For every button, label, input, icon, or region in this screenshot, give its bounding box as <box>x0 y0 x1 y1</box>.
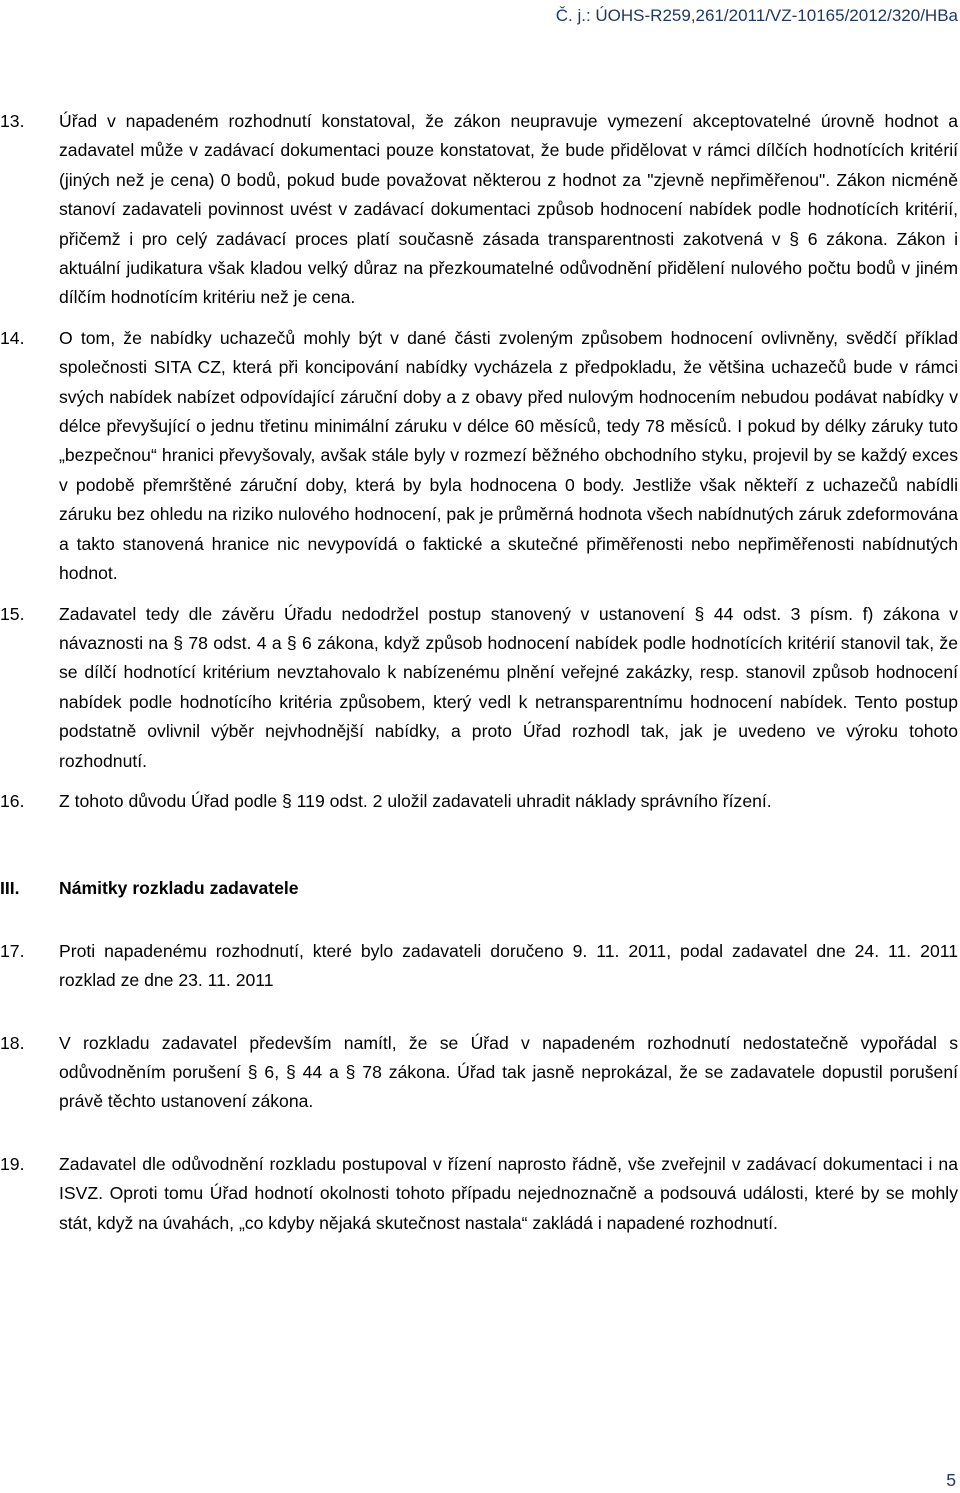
paragraph-text: O tom, že nabídky uchazečů mohly být v dané části zvoleným způsobem hodnocení ovlivněny, svědčí příklad společnosti SITA CZ, která při koncipování nabídky vycházela z předpokladu, že většina uchazečů bude v rámci svých nabídek nabízet odpovídající záruční doby a z obavy před nulovým hodnocením nebudou podávat nabídky v délce převyšující o jednu třetinu minimální záruku v délce 60 měsíců, tedy 78 měsíců. I pokud by délky záruky tuto „bezpečnou“ hranici převyšovaly, avšak stále byly v rozmezí běžného obchodního styku, projevil by se každý exces v podobě přemrštěné záruční doby, která by byla hodnocena 0 body. Jestliže však někteří z uchazečů nabídli záruku bez ohledu na riziko nulového hodnocení, pak je průměrná hodnota všech nabídnutých záruk zdeformována a takto stanovená hranice nic nevypovídá o faktické a skutečné přiměřenosti nebo nepřiměřenosti nabídnutých hodnot. <box>59 327 958 584</box>
section-heading <box>0 874 960 903</box>
paragraph-text: V rozkladu zadavatel především namítl, že se Úřad v napadeném rozhodnutí nedostatečně vypořádal s odůvodněním porušení § 6, § 44 a § 78 zákona. Úřad tak jasně neprokázal, že se zadavatele dopustil porušení právě těchto ustanovení zákona. <box>59 1032 958 1112</box>
section-title: Námitky rozkladu zadavatele <box>59 878 299 899</box>
paragraph-text: Proti napadenému rozhodnutí, které bylo zadavateli doručeno 9. 11. 2011, podal zadavatel dne 24. 11. 2011 rozklad ze dne 23. 11. 2011 <box>59 940 958 991</box>
paragraph-number: 17. <box>0 940 25 961</box>
paragraph-number: 18. <box>0 1032 25 1053</box>
paragraph-number: 16. <box>0 790 25 811</box>
paragraph-text: Úřad v napadeném rozhodnutí konstatoval, že zákon neupravuje vymezení akceptovatelné úrovně hodnot a zadavatel může v zadávací dokumentaci pouze konstatovat, že bude přidělovat v rámci dílčích hodnotících kritérií (jiných než je cena) 0 bodů, pokud bude považovat některou z hodnot za "zjevně nepřiměřenou". Zákon nicméně stanoví zadavateli povinnost uvést v zadávací dokumentaci způsob hodnocení nabídek podle hodnotících kritérií, přičemž i pro celý zadávací proces platí současně zásada transparentnosti zakotvená v § 6 zákona. Zákon i aktuální judikatura však kladou velký důraz na přezkoumatelné odůvodnění přidělení nulového počtu bodů v jiném dílčím hodnotícím kritériu než je cena. <box>59 111 958 308</box>
paragraph-15 <box>0 600 960 776</box>
paragraph-text: Z tohoto důvodu Úřad podle § 119 odst. 2 uložil zadavateli uhradit náklady správního řízení. <box>59 790 772 811</box>
paragraph-number: 13. <box>0 111 25 131</box>
paragraph-18 <box>0 1029 960 1117</box>
paragraph-13 <box>0 107 960 313</box>
document-body <box>0 107 960 1238</box>
page-number: 5 <box>946 1470 956 1490</box>
paragraph-text: Zadavatel tedy dle závěru Úřadu nedodržel postup stanovený v ustanovení § 44 odst. 3 písm. f) zákona v návaznosti na § 78 odst. 4 a § 6 zákona, když způsob hodnocení nabídek podle hodnotících kritérií stanovil tak, že se dílčí hodnotící kritérium nevztahovalo k nabízenému plnění veřejné zakázky, resp. stanovil způsob hodnocení nabídek podle hodnotícího kritéria způsobem, který vedl k netransparentnímu hodnocení nabídek. Tento postup podstatně ovlivnil výběr nejvhodnější nabídky, a proto Úřad rozhodl tak, jak je uvedeno ve výroku tohoto rozhodnutí. <box>59 603 958 771</box>
paragraph-19 <box>0 1150 960 1238</box>
paragraph-16 <box>0 787 960 816</box>
section-number: III. <box>0 878 20 899</box>
paragraph-number: 14. <box>0 327 25 348</box>
paragraph-number: 19. <box>0 1153 25 1174</box>
paragraph-text: Zadavatel dle odůvodnění rozkladu postupoval v řízení naprosto řádně, vše zveřejnil v zadávací dokumentaci i na ISVZ. Oproti tomu Úřad hodnotí okolnosti tohoto případu nejednoznačně a podsouvá události, které by se mohly stát, když na úvahách, „co kdyby nějaká skutečnost nastala“ zakládá i napadené rozhodnutí. <box>59 1153 958 1233</box>
paragraph-14 <box>0 324 960 589</box>
case-reference: Č. j.: ÚOHS-R259,261/2011/VZ-10165/2012/320/HBa <box>555 6 958 25</box>
paragraph-number: 15. <box>0 603 25 624</box>
paragraph-17 <box>0 937 960 996</box>
